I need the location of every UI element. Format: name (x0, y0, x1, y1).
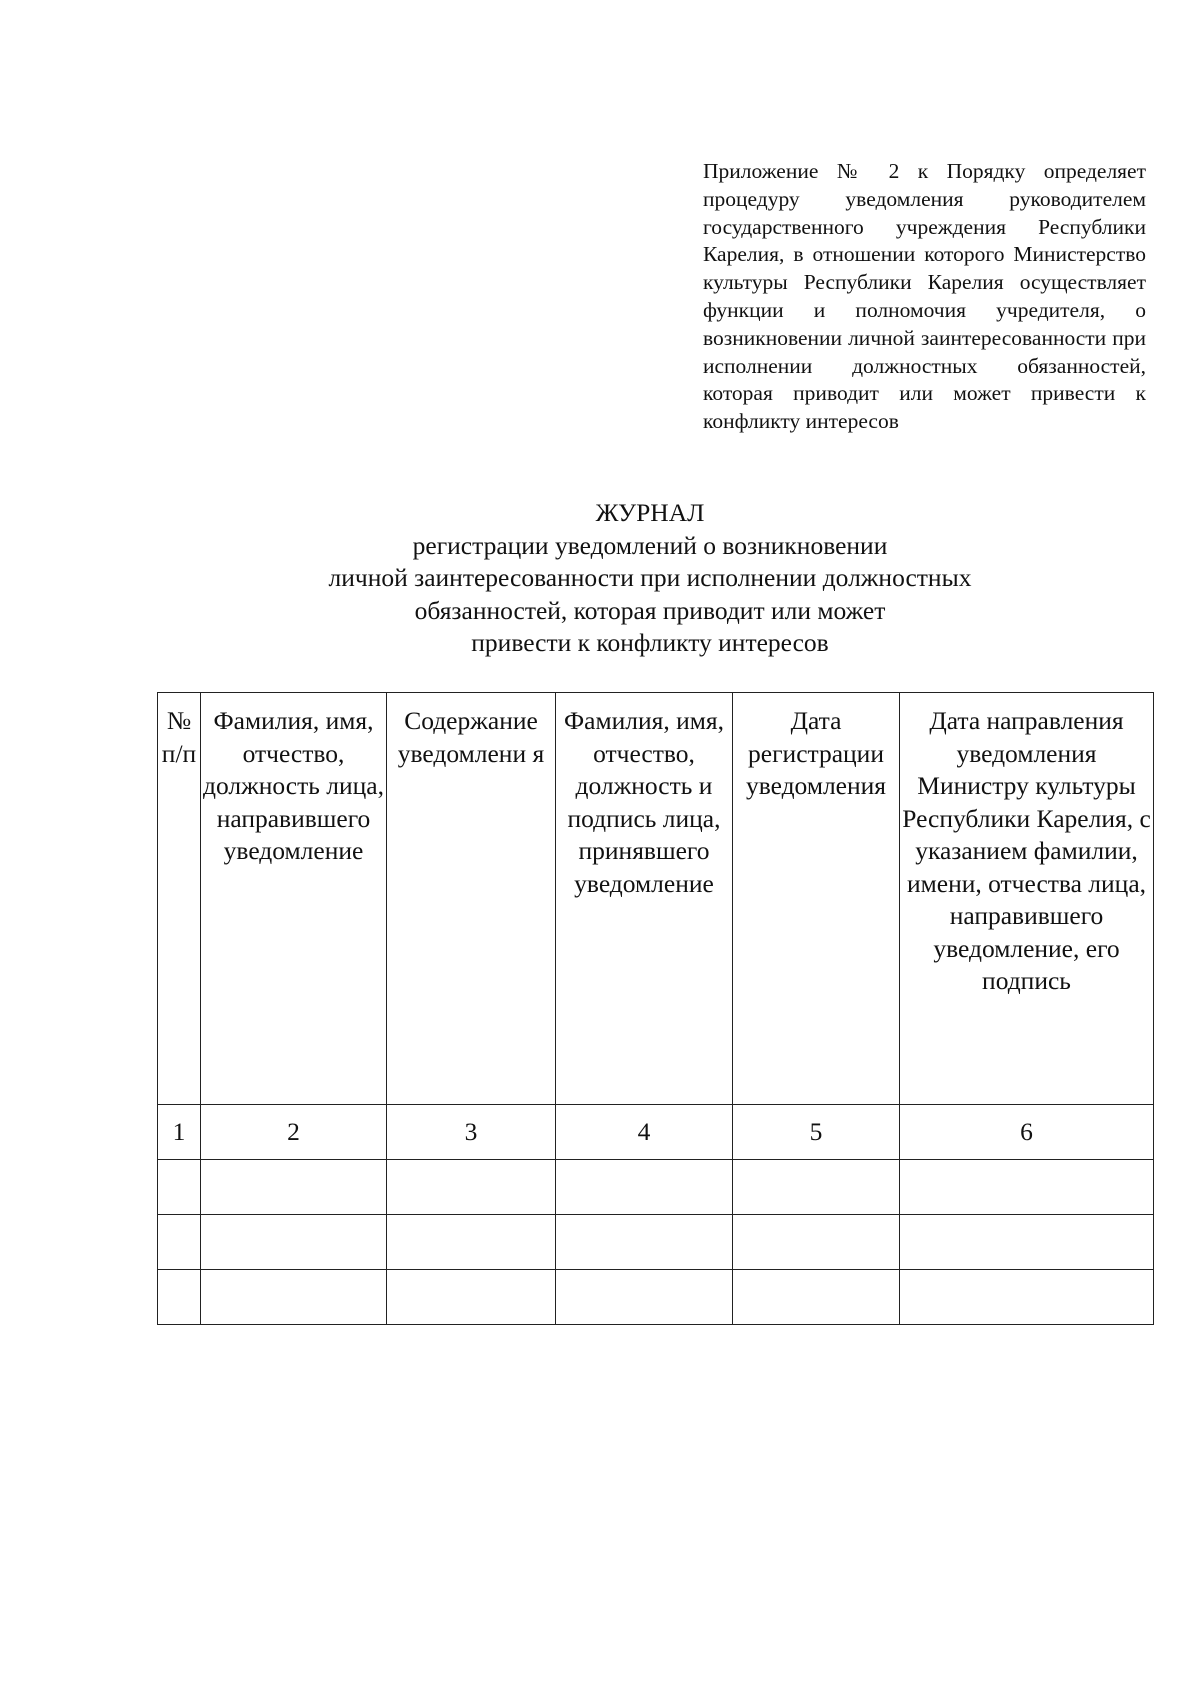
empty-cell (556, 1160, 733, 1215)
header-cell-receiver-name: Фамилия, имя, отчество, должность и подпись лица, принявшего уведомление (556, 693, 733, 1105)
header-cell-content: Содержание уведомлени я (387, 693, 556, 1105)
empty-cell (201, 1160, 387, 1215)
empty-cell (387, 1215, 556, 1270)
column-number-cell: 1 (158, 1105, 201, 1160)
empty-cell (900, 1215, 1154, 1270)
column-number-cell: 3 (387, 1105, 556, 1160)
header-cell-forward-date: Дата направления уведомления Министру культуры Республики Карелия, с указанием фамилии, имени, отчества лица, направившего уведомление, его подпись (900, 693, 1154, 1105)
empty-cell (900, 1160, 1154, 1215)
column-number-cell: 6 (900, 1105, 1154, 1160)
column-number-cell: 2 (201, 1105, 387, 1160)
journal-heading: ЖУРНАЛ (595, 498, 705, 527)
appendix-note: Приложение № 2 к Порядку определяет процедуру уведомления руководителем государственного учреждения Республики Карелия, в отношении которого Министерство культуры Республики Карелия осуществляет функции и полномочия учредителя, о возникновении личной заинтересованности при исполнении должностных обязанностей, которая приводит или может привести к конфликту интересов (703, 159, 1146, 434)
column-number-cell: 4 (556, 1105, 733, 1160)
empty-cell (900, 1270, 1154, 1325)
empty-cell (387, 1270, 556, 1325)
empty-cell (158, 1270, 201, 1325)
empty-cell (556, 1215, 733, 1270)
header-cell-sender-name: Фамилия, имя, отчество, должность лица, направившего уведомление (201, 693, 387, 1105)
empty-cell (158, 1160, 201, 1215)
empty-cell (387, 1160, 556, 1215)
table-row-empty (158, 1215, 1154, 1270)
title-line-2: личной заинтересованности при исполнении должностных (328, 563, 972, 592)
table-header-row (158, 693, 1154, 1105)
empty-cell (733, 1215, 900, 1270)
title-line-3: обязанностей, которая приводит или может (414, 595, 886, 625)
header-cell-registration-date: Дата регистрации уведомления (733, 693, 900, 1105)
table-row-empty (158, 1270, 1154, 1325)
empty-cell (733, 1160, 900, 1215)
empty-cell (556, 1270, 733, 1325)
empty-cell (733, 1270, 900, 1325)
table-row-column-numbers (158, 1105, 1154, 1160)
title-line-4: привести к конфликту интересов (471, 628, 829, 657)
empty-cell (201, 1270, 387, 1325)
title-line-1: регистрации уведомлений о возникновении (412, 530, 888, 560)
header-cell-number: № п/п (158, 693, 201, 1105)
document-title-block (200, 497, 1100, 660)
journal-table (157, 692, 1154, 1325)
table-row-empty (158, 1160, 1154, 1215)
empty-cell (158, 1215, 201, 1270)
empty-cell (201, 1215, 387, 1270)
column-number-cell: 5 (733, 1105, 900, 1160)
